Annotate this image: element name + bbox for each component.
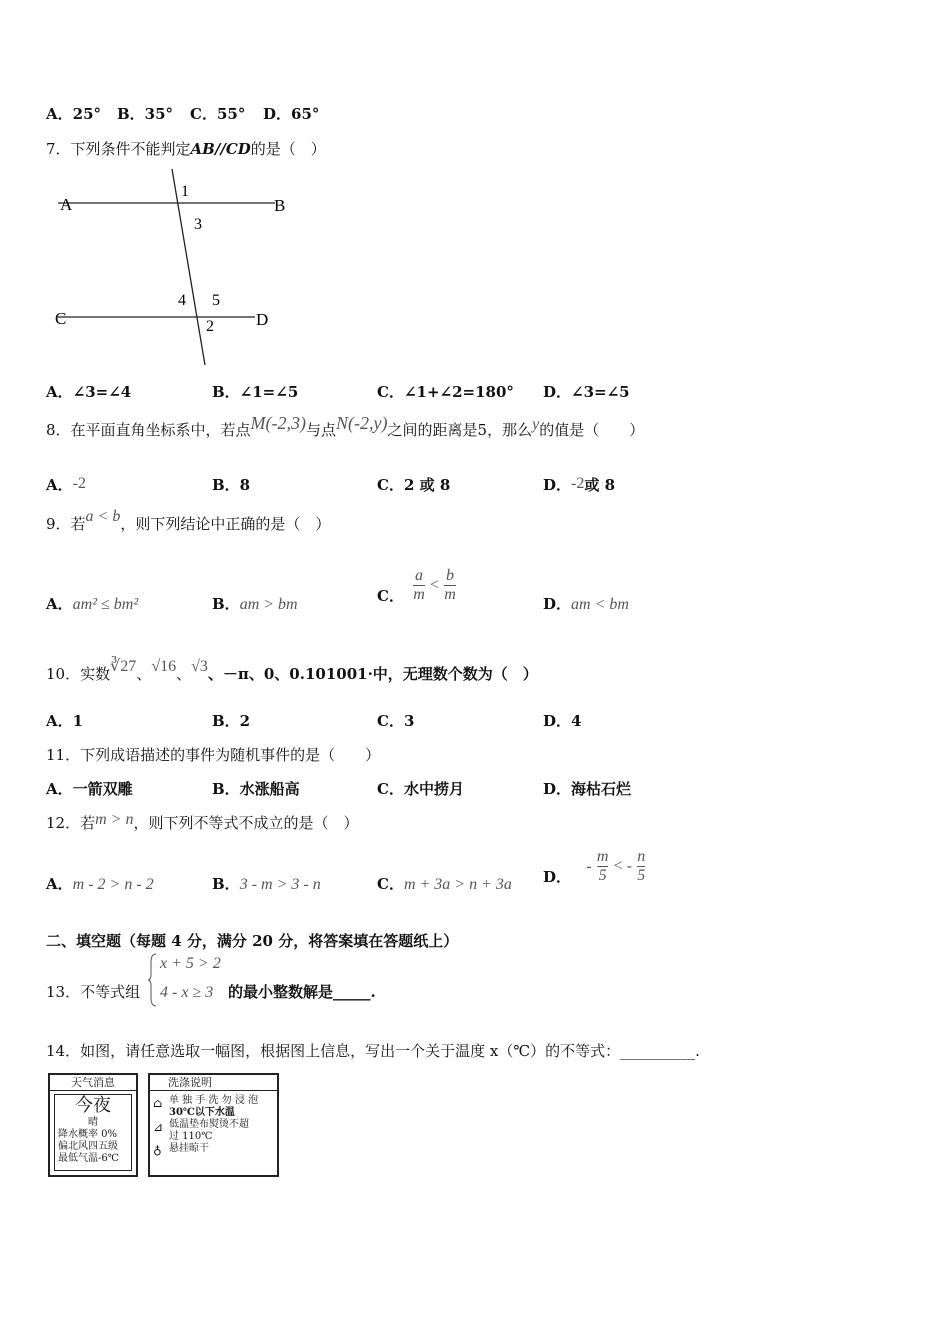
q13-inequality-2: 4 - x ≥ 3 [160, 984, 214, 1001]
q13-inequality-1: x + 5 > 2 [160, 955, 221, 972]
q9-c-den2: m [444, 586, 456, 603]
q9-option-c [377, 565, 456, 606]
q12-option-d [543, 846, 645, 887]
weather-line1: 晴 [88, 1117, 98, 1128]
q13-stem-end: 的最小整数解是_____. [228, 983, 376, 1001]
q11-option-c: C．水中捞月 [377, 780, 464, 798]
q12-option-c [377, 873, 512, 894]
q12-option-a-value: m - 2 > n - 2 [72, 876, 154, 893]
q8-point-n: N(-2,y) [336, 413, 388, 433]
q7-stem [46, 138, 326, 159]
q8-option-d-end: 或 8 [584, 476, 616, 494]
label-d: D [256, 310, 269, 329]
q6-option-b: B．35° [117, 105, 174, 123]
weather-tonight: 今夜 [75, 1095, 111, 1116]
angle-label-2: 2 [206, 318, 214, 335]
q10-option-b: B．2 [212, 712, 251, 730]
q9-stem [46, 508, 331, 534]
q9-option-b-value: am > bm [239, 596, 298, 613]
wash-line5-text: 悬挂晾干 [169, 1143, 209, 1154]
weather-card-title: 天气消息 [50, 1075, 136, 1091]
q8-option-a-label: A． [46, 476, 73, 494]
q12-option-b [212, 873, 321, 894]
wash-line3-text: 低温垫布熨烫不超 [169, 1119, 249, 1130]
label-c: C [55, 309, 67, 328]
q9-option-c-frac2 [444, 567, 456, 605]
q11-option-b: B．水涨船高 [212, 780, 300, 798]
q9-condition: a < b [85, 508, 121, 525]
q13-brace [148, 952, 158, 1008]
q12-option-c-value: m + 3a > n + 3a [403, 876, 512, 893]
wash-line2: 30℃以下水温 [169, 1107, 235, 1118]
q11-option-d: D．海枯石烂 [543, 780, 632, 798]
q10-sep2: 、 [176, 665, 192, 683]
q9-c-den1: m [413, 586, 425, 603]
q10-root2: √16 [151, 658, 177, 675]
label-a: A [60, 195, 73, 214]
wash-line5 [153, 1143, 275, 1155]
label-b: B [274, 196, 286, 215]
section-2-title: 二、填空题（每题 4 分，满分 20 分，将答案填在答题纸上） [46, 932, 459, 950]
q9-option-b-label: B． [212, 595, 240, 613]
q9-c-num2: b [446, 566, 455, 584]
q8-option-d [543, 474, 615, 495]
q11-stem: 11．下列成语描述的事件为随机事件的是（ ） [46, 746, 381, 764]
q7-stem-math: AB//CD [190, 140, 251, 158]
q7-stem-end: 的是（ ） [250, 140, 326, 158]
q8-stem-mid: 与点 [306, 421, 337, 439]
q9-option-d-label: D． [543, 595, 572, 613]
q12-option-d-frac2 [637, 848, 645, 886]
q10-option-a: A．1 [46, 712, 84, 730]
q10-root1: ∛27 [110, 658, 137, 675]
q9-option-c-frac1 [413, 567, 425, 605]
q9-option-a-label: A． [46, 595, 73, 613]
angle-label-4: 4 [178, 292, 186, 309]
washing-card-title: 洗涤说明 [150, 1075, 277, 1091]
q8-stem-start: 8．在平面直角坐标系中，若点 [46, 421, 251, 439]
q12-d-den2: 5 [637, 867, 646, 884]
q9-stem-start: 9．若 [46, 515, 86, 533]
weather-card [48, 1073, 138, 1177]
weather-line4: 最低气温-6℃ [58, 1153, 119, 1164]
q7-stem-text: 7．下列条件不能判定 [46, 140, 191, 158]
q12-stem [46, 812, 358, 833]
q12-option-b-value: 3 - m > 3 - n [239, 876, 321, 893]
q9-stem-end: ，则下列结论中正确的是（ ） [120, 515, 331, 533]
q8-option-b: B．8 [212, 476, 251, 494]
q8-option-d-value: -2 [571, 475, 585, 492]
q10-sep1: 、 [136, 665, 152, 683]
q12-d-num2: n [637, 847, 646, 865]
q6-option-d: D．65° [263, 105, 320, 123]
weather-line2: 降水概率 0% [58, 1129, 118, 1140]
q9-option-c-label: C． [377, 587, 404, 605]
hand-wash-icon: ⌂ [153, 1096, 163, 1110]
q8-option-a [46, 474, 86, 495]
q11-option-a: A．一箭双雕 [46, 780, 133, 798]
q12-option-d-frac1 [597, 848, 609, 886]
wash-line1 [153, 1095, 275, 1110]
q12-option-c-label: C． [377, 875, 404, 893]
q7-option-a: A．∠3=∠4 [46, 383, 132, 401]
q12-d-num1: m [596, 847, 609, 865]
q7-option-c: C．∠1+∠2=180° [377, 383, 514, 401]
q8-stem-end: 的值是（ ） [539, 421, 645, 439]
q9-c-num1: a [414, 566, 423, 584]
angle-label-3: 3 [194, 216, 202, 233]
q9-option-a [46, 593, 138, 614]
q12-option-a-label: A． [46, 875, 73, 893]
q8-point-m: M(-2,3) [250, 413, 307, 433]
q7-option-b: B．∠1=∠5 [212, 383, 299, 401]
q8-stem [46, 413, 645, 440]
q12-option-a [46, 873, 154, 894]
q8-option-a-value: -2 [72, 475, 86, 492]
q10-root3: √3 [191, 658, 208, 675]
q10-stem [46, 658, 538, 684]
wash-line1-text: 单 独 手 洗 勿 浸 泡 [169, 1095, 259, 1106]
q12-d-op: < - [613, 857, 632, 875]
wash-line3 [153, 1119, 275, 1134]
q9-option-a-value: am² ≤ bm² [72, 596, 139, 613]
washing-card [148, 1073, 279, 1177]
q6-option-a: A．25° [46, 105, 102, 123]
angle-label-1: 1 [181, 183, 189, 200]
weather-line3: 偏北风四五级 [58, 1141, 118, 1152]
q7-option-d: D．∠3=∠5 [543, 383, 630, 401]
q12-d-den1: 5 [598, 867, 607, 884]
q8-stem-mid2: 之间的距离是5，那么 [387, 421, 533, 439]
q12-option-b-label: B． [212, 875, 240, 893]
q10-option-d: D．4 [543, 712, 582, 730]
washing-card-body [153, 1095, 275, 1155]
q8-option-c: C．2 或 8 [377, 476, 451, 494]
q12-stem-start: 12．若 [46, 814, 96, 832]
q9-option-d [543, 593, 629, 614]
q10-stem-start: 10．实数 [46, 665, 111, 683]
q7-figure [50, 165, 290, 370]
iron-icon: ⊿ [153, 1120, 164, 1134]
q10-stem-end: 、－π、0、0.101001·中，无理数个数为（ ） [207, 665, 538, 683]
wash-line4: 过 110℃ [169, 1131, 213, 1142]
q12-stem-end: ，则下列不等式不成立的是（ ） [133, 814, 359, 832]
q12-condition: m > n [95, 811, 134, 828]
q8-var-y: y [532, 416, 540, 433]
q10-option-c: C．3 [377, 712, 415, 730]
q9-option-b [212, 593, 298, 614]
q12-option-d-label: D． [543, 868, 572, 886]
q6-option-c: C．55° [190, 105, 246, 123]
q14-stem: 14．如图，请任意选取一幅图，根据图上信息，写出一个关于温度 x（℃）的不等式：__________. [46, 1042, 700, 1060]
weather-card-body [54, 1094, 132, 1171]
q9-option-d-value: am < bm [571, 596, 629, 613]
hang-dry-icon: ♁ [153, 1143, 162, 1157]
q12-d-neg1: - [586, 857, 592, 875]
q8-option-d-label: D． [543, 476, 572, 494]
angle-label-5: 5 [212, 292, 220, 309]
q9-c-op: < [429, 576, 440, 594]
q13-stem-start: 13．不等式组 [46, 983, 141, 1001]
